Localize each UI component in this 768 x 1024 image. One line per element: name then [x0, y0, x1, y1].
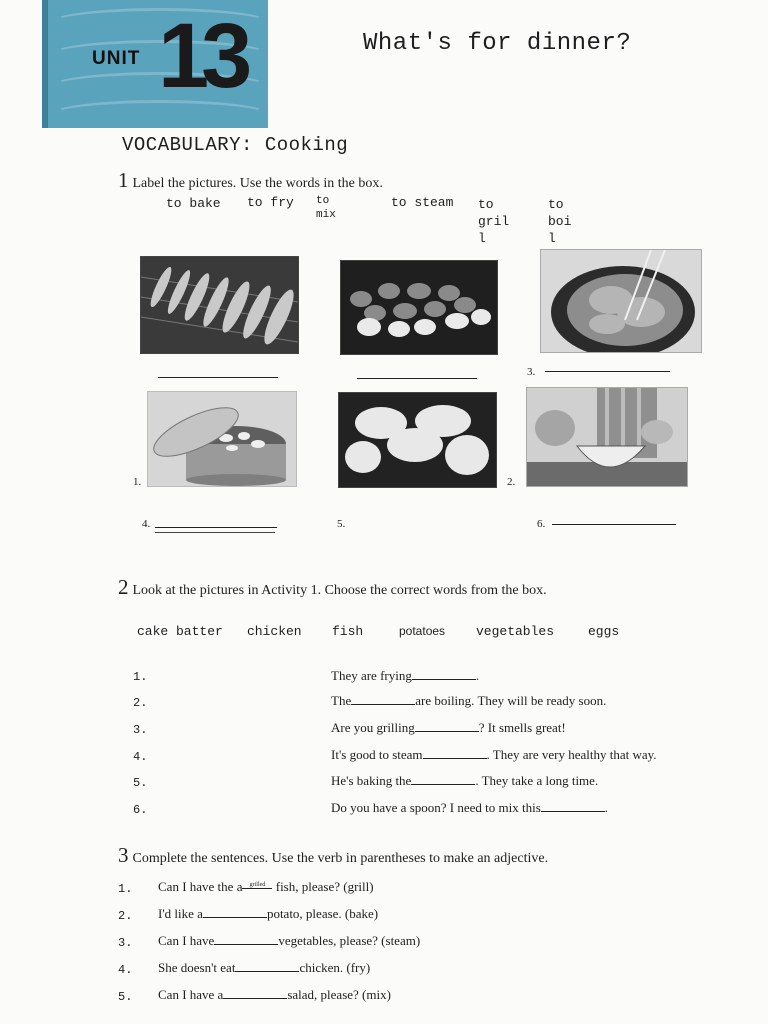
item-number: 5. [118, 990, 133, 1004]
word-box-item: fish [332, 624, 364, 639]
item-number: 4. [118, 963, 133, 977]
exercise-sentence: The are boiling. They will be ready soon. [331, 693, 607, 708]
item-number: 5. [133, 776, 148, 790]
baked-potatoes-photo [338, 392, 497, 488]
word-box-item: to bake [166, 196, 221, 211]
label-blank[interactable] [158, 377, 278, 378]
word-box-item: to fry [247, 195, 294, 210]
item-number: 6. [133, 803, 148, 817]
picture-number: 5. [337, 518, 346, 530]
exercise-sentence: Do you have a spoon? I need to mix this . [331, 800, 609, 815]
answer-blank[interactable] [235, 960, 299, 972]
page-title: What's for dinner? [363, 30, 632, 57]
grilled-vegetables-photo [340, 260, 498, 355]
activity1-instruction: Label the pictures. Use the words in the box. [132, 176, 383, 191]
exercise-sentence: He's baking the . They take a long time. [331, 773, 599, 788]
word-box-item: to gril l [478, 197, 510, 246]
item-number: 2. [133, 696, 148, 710]
grilled-fish-photo [140, 256, 299, 354]
exercise-sentence: Are you grilling ? It smells great! [331, 720, 566, 735]
word-box-item: cake batter [137, 624, 223, 639]
activity2-number: 2 [118, 575, 129, 599]
answer-blank[interactable] [203, 906, 267, 918]
unit-label: UNIT [92, 48, 141, 69]
item-number: 3. [133, 723, 148, 737]
activity2-instruction: Look at the pictures in Activity 1. Choose the correct words from the box. [132, 583, 547, 598]
activity2-header [118, 575, 547, 600]
answer-blank[interactable] [411, 773, 475, 785]
activity1-number: 1 [118, 168, 129, 192]
answer-blank[interactable]: grilled [242, 882, 272, 889]
unit-banner [42, 0, 268, 128]
activity3-instruction: Complete the sentences. Use the verb in parentheses to make an adjective. [132, 851, 549, 866]
answer-blank[interactable] [423, 747, 487, 759]
word-box-item: to mix [316, 195, 336, 221]
exercise-sentence: She doesn't eat chicken. (fry) [158, 960, 371, 975]
word-box-item: potatoes [399, 624, 446, 638]
activity3-header [118, 843, 548, 868]
unit-number: 13 [158, 5, 245, 107]
frying-pan-photo [540, 249, 702, 353]
exercise-sentence: I'd like a potato, please. (bake) [158, 906, 379, 921]
word-box-item: eggs [588, 624, 620, 639]
word-box-item: to boi l [548, 197, 572, 246]
exercise-sentence: Can I have a salad, please? (mix) [158, 987, 391, 1002]
activity3-number: 3 [118, 843, 129, 867]
exercise-sentence: Can I have the a grilled fish, please? (grill) [158, 879, 374, 894]
answer-blank[interactable] [223, 987, 287, 999]
exercise-sentence: It's good to steam . They are very healthy that way. [331, 747, 657, 762]
word-box-item: vegetables [476, 624, 555, 639]
item-number: 4. [133, 750, 148, 764]
picture-number: 4. [142, 518, 151, 530]
answer-blank[interactable] [214, 933, 278, 945]
item-number: 2. [118, 909, 133, 923]
picture-number: 1. [133, 476, 142, 488]
exercise-sentence: Can I have vegetables, please? (steam) [158, 933, 421, 948]
word-box-item: chicken [247, 624, 302, 639]
answer-blank[interactable] [351, 693, 415, 705]
exercise-sentence: They are frying . [331, 668, 480, 683]
steamer-photo [147, 391, 297, 487]
answer-blank[interactable] [541, 800, 605, 812]
mixing-bowl-photo [526, 387, 688, 487]
item-number: 3. [118, 936, 133, 950]
label-blank[interactable] [545, 371, 670, 372]
answer-blank[interactable] [412, 668, 476, 680]
picture-number: 6. [537, 518, 546, 530]
label-blank[interactable] [155, 527, 277, 528]
label-blank[interactable] [552, 524, 676, 525]
label-blank[interactable] [357, 378, 477, 379]
vocabulary-heading: VOCABULARY: Cooking [122, 134, 349, 156]
item-number: 1. [133, 670, 148, 684]
word-box-item: to steam [391, 195, 454, 210]
answer-blank[interactable] [415, 720, 479, 732]
activity1-header [118, 168, 383, 193]
picture-number: 3. [527, 366, 536, 378]
picture-number: 2. [507, 476, 516, 488]
item-number: 1. [118, 882, 133, 896]
